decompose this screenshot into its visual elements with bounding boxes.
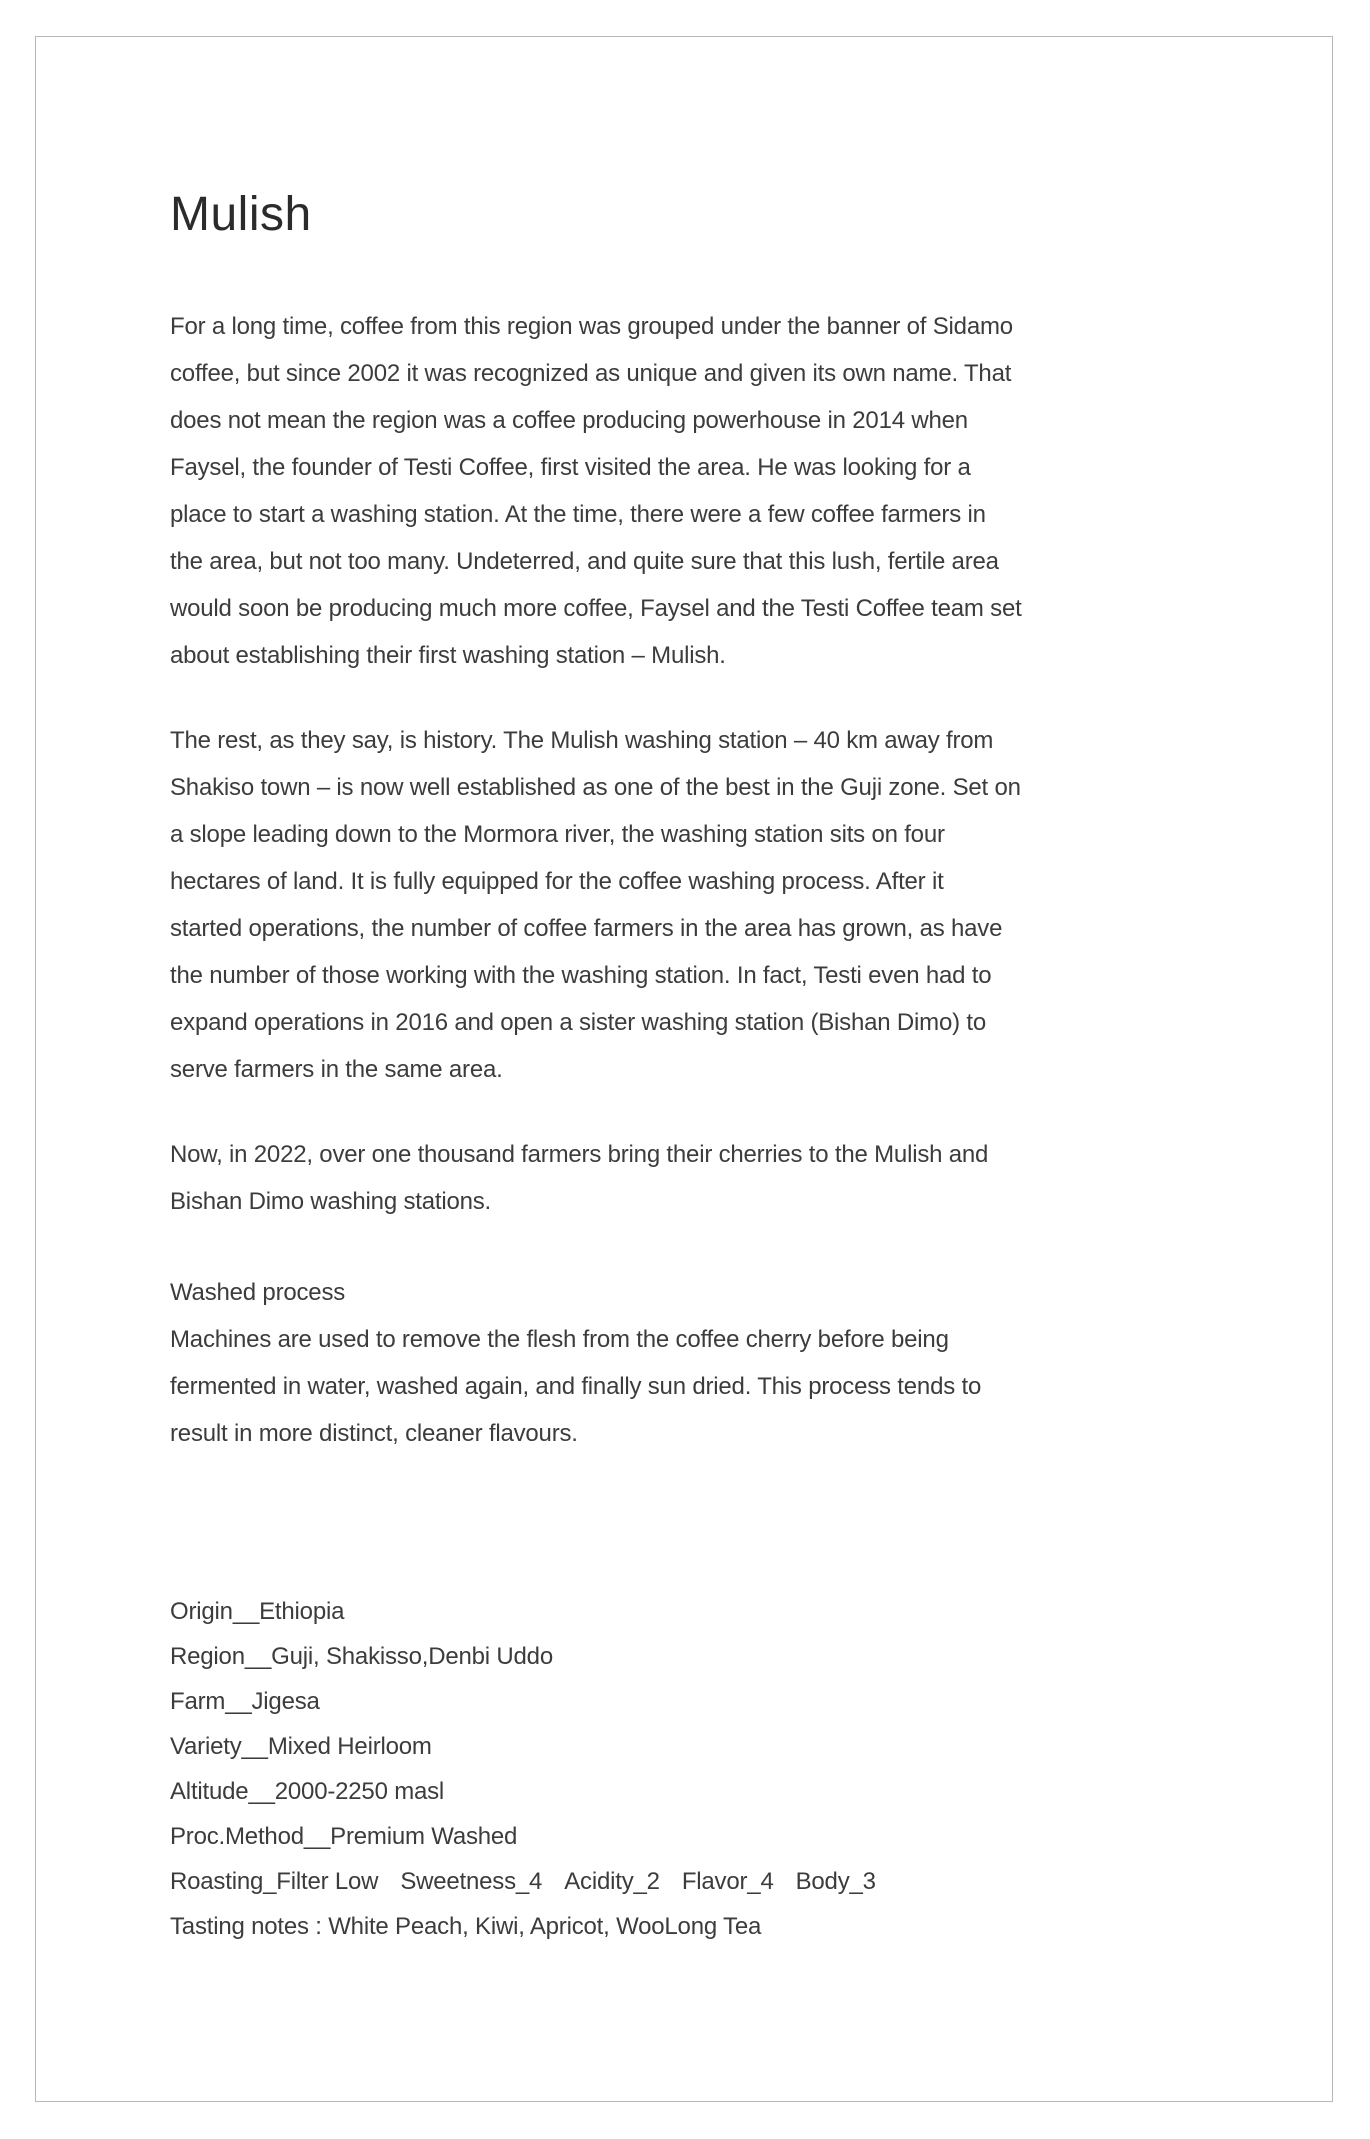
text-line: Faysel, the founder of Testi Coffee, first visited the area. He was looking for a	[170, 454, 971, 481]
text-line: about establishing their first washing station – Mulish.	[170, 642, 726, 669]
coffee-details	[170, 1589, 1222, 1949]
washed-process-heading: Washed process	[170, 1279, 346, 1306]
text-line: result in more distinct, cleaner flavours.	[170, 1420, 578, 1447]
page-title: Mulish	[170, 188, 312, 241]
text-line: serve farmers in the same area.	[170, 1056, 503, 1083]
text-line: expand operations in 2016 and open a sister washing station (Bishan Dimo) to	[170, 1009, 986, 1036]
document-card	[35, 36, 1333, 2102]
text-line: the number of those working with the washing station. In fact, Testi even had to	[170, 962, 992, 989]
text-line: Now, in 2022, over one thousand farmers bring their cherries to the Mulish and	[170, 1141, 989, 1168]
detail-origin: Origin__Ethiopia	[170, 1598, 345, 1625]
detail-altitude: Altitude__2000-2250 masl	[170, 1778, 445, 1805]
text-line: The rest, as they say, is history. The Mulish washing station – 40 km away from	[170, 727, 994, 754]
text-line: fermented in water, washed again, and finally sun dried. This process tends to	[170, 1373, 982, 1400]
paragraph-history-1	[170, 303, 1222, 679]
text-line: hectares of land. It is fully equipped for the coffee washing process. After it	[170, 868, 944, 895]
spec-roasting: Roasting_Filter Low	[170, 1868, 379, 1895]
paragraph-history-2	[170, 717, 1222, 1093]
text-line: Machines are used to remove the flesh from the coffee cherry before being	[170, 1326, 949, 1353]
detail-region: Region__Guji, Shakisso,Denbi Uddo	[170, 1643, 553, 1670]
text-line: coffee, but since 2002 it was recognized as unique and given its own name. That	[170, 360, 1012, 387]
text-line: place to start a washing station. At the time, there were a few coffee farmers in	[170, 501, 986, 528]
detail-farm: Farm__Jigesa	[170, 1688, 320, 1715]
detail-variety: Variety__Mixed Heirloom	[170, 1733, 432, 1760]
detail-roasting-specs	[170, 1859, 1222, 1904]
washed-process-section	[170, 1269, 1222, 1457]
washed-process-body	[170, 1316, 1222, 1457]
text-line: Bishan Dimo washing stations.	[170, 1188, 492, 1215]
spec-acidity: Acidity_2	[564, 1868, 660, 1895]
spec-body: Body_3	[795, 1868, 876, 1895]
text-line: Shakiso town – is now well established as one of the best in the Guji zone. Set on	[170, 774, 1021, 801]
spec-flavor: Flavor_4	[681, 1868, 774, 1895]
document-content	[36, 37, 1332, 1949]
text-line: For a long time, coffee from this region was grouped under the banner of Sidamo	[170, 313, 1013, 340]
text-line: a slope leading down to the Mormora river, the washing station sits on four	[170, 821, 945, 848]
spec-sweetness: Sweetness_4	[400, 1868, 543, 1895]
detail-proc-method: Proc.Method__Premium Washed	[170, 1823, 518, 1850]
paragraph-farmers-2022	[170, 1131, 1222, 1225]
detail-tasting-notes: Tasting notes : White Peach, Kiwi, Apricot, WooLong Tea	[170, 1913, 762, 1940]
text-line: the area, but not too many. Undeterred, and quite sure that this lush, fertile area	[170, 548, 999, 575]
text-line: would soon be producing much more coffee, Faysel and the Testi Coffee team set	[170, 595, 1022, 622]
text-line: started operations, the number of coffee farmers in the area has grown, as have	[170, 915, 1003, 942]
text-line: does not mean the region was a coffee producing powerhouse in 2014 when	[170, 407, 968, 434]
